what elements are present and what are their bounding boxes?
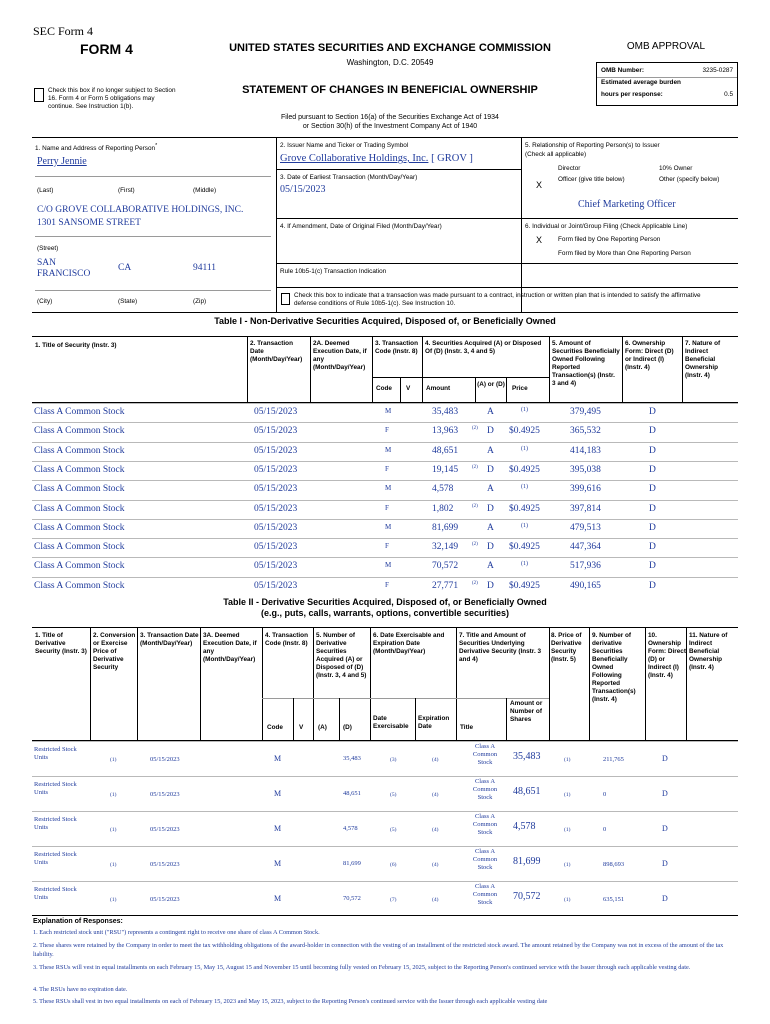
officer-mark[interactable]: X — [536, 180, 543, 190]
drow-form: D — [662, 754, 668, 763]
drow-expiration: (4) — [432, 897, 439, 903]
row-aord: A — [487, 484, 494, 495]
row-form: D — [649, 580, 656, 591]
row-amount: 4,578 — [432, 484, 454, 495]
drow-price: (1) — [564, 897, 571, 903]
rule10b5-label: Rule 10b5-1(c) Transaction Indication — [280, 268, 387, 275]
drow-code: M — [274, 859, 282, 868]
t1-h2: 2. Transaction Date (Month/Day/Year) — [250, 340, 303, 363]
row-title: Class A Common Stock — [34, 426, 125, 437]
drow-conv: (1) — [110, 862, 117, 868]
row-code: M — [385, 561, 392, 570]
drow-date: 05/15/2023 — [150, 791, 180, 798]
drow-owned: 635,151 — [603, 896, 625, 903]
footnote-3: 3. These RSUs will vest in equal installments on each February 15, May 15, August 15 and November 15 until becoming fully vested on February 15, 2025, subject to the Reporting Person's continued service with the Issuer through each applicable vesting date. — [33, 964, 691, 971]
row-date: 05/15/2023 — [254, 426, 298, 437]
t2-sub-a: (A) — [318, 724, 327, 731]
box3-label: 3. Date of Earliest Transaction (Month/Day/Year) — [280, 174, 418, 181]
row-form: D — [649, 426, 656, 437]
city-value: SAN FRANCISCO — [37, 258, 91, 279]
officer-title: Chief Marketing Officer — [578, 199, 676, 210]
table1-row — [32, 461, 738, 481]
row-title: Class A Common Stock — [34, 464, 125, 475]
drow-ul-title: Class A Common Stock — [472, 848, 498, 871]
t2-h3a: 3A. Deemed Execution Date, if any (Month/Day/Year) — [203, 632, 257, 663]
t1-sub-aord: (A) or (D) — [477, 381, 505, 388]
t1-h3: 3. Transaction Code (Instr. 8) — [375, 340, 418, 355]
drow-date: 05/15/2023 — [150, 826, 180, 833]
row-owned: 490,165 — [570, 580, 601, 591]
reporting-person-name[interactable]: Perry Jennie — [37, 156, 87, 167]
zip-label: (Zip) — [193, 298, 207, 305]
t2-h9: 9. Number of derivative Securities Beneficially Owned Following Reported Transaction(s) (Instr. 4) — [592, 632, 636, 703]
footnote-1: 1. Each restricted stock unit ("RSU") represents a contingent right to receive one share of class A Common Stock. — [33, 929, 320, 936]
row-owned: 399,616 — [570, 484, 601, 495]
other-label: Other (specify below) — [659, 176, 720, 183]
row-aord: D — [487, 542, 494, 553]
row-title: Class A Common Stock — [34, 484, 125, 495]
row-owned: 517,936 — [570, 561, 601, 572]
drow-code: M — [274, 789, 282, 798]
row-code: F — [385, 426, 389, 435]
row-form: D — [649, 464, 656, 475]
state-label: (State) — [118, 298, 138, 305]
row-amount: 81,699 — [432, 522, 459, 533]
omb-number-label: OMB Number: — [601, 67, 644, 74]
drow-code: M — [274, 894, 282, 903]
table2-title: Table II - Derivative Securities Acquired, Disposed of, or Beneficially Owned (e.g., puts, calls, warrants, options, convertible securities) — [223, 597, 547, 618]
ten-percent-label: 10% Owner — [659, 165, 693, 172]
drow-expiration: (4) — [432, 827, 439, 833]
row-aord: D — [487, 464, 494, 475]
filed-line-1: Filed pursuant to Section 16(a) of the Securities Exchange Act of 1934 — [281, 114, 499, 121]
drow-ul-title: Class A Common Stock — [472, 778, 498, 801]
footnote-2: 2. These shares were retained by the Company in order to meet the tax withholding obligations of the award-holder in connection with the vesting of an installment of the restricted stock award. The amount retained by the Company was not in excess of the amount of the tax liability. — [33, 942, 724, 958]
drow-d: 35,483 — [343, 755, 361, 762]
t2-h3: 3. Transaction Date (Month/Day/Year) — [140, 632, 199, 647]
drow-title: Restricted Stock Units — [34, 816, 77, 831]
drow-conv: (1) — [110, 757, 117, 763]
table1-row — [32, 403, 738, 423]
t2-sub-d: (D) — [343, 724, 352, 731]
drow-exercisable: (3) — [390, 757, 397, 763]
row-code: M — [385, 484, 392, 493]
row-price: (1) — [521, 484, 528, 491]
officer-label: Officer (give title below) — [558, 176, 625, 183]
row-owned: 447,364 — [570, 542, 601, 553]
row-price: (1) — [521, 522, 528, 529]
t1-h5: 5. Amount of Securities Beneficially Owned Following Reported Transaction(s) (Instr. 3 and 4) — [552, 340, 620, 387]
filed-line-2: or Section 30(h) of the Investment Company Act of 1940 — [302, 123, 478, 130]
box5-label-1: 5. Relationship of Reporting Person(s) to Issuer — [525, 142, 660, 149]
street-label: (Street) — [37, 245, 59, 252]
drow-code: M — [274, 824, 282, 833]
statement-title: STATEMENT OF CHANGES IN BENEFICIAL OWNERSHIP — [242, 84, 538, 96]
row-title: Class A Common Stock — [34, 561, 125, 572]
row-code: F — [385, 580, 389, 589]
table1-row — [32, 519, 738, 539]
drow-ul-title: Class A Common Stock — [472, 813, 498, 836]
drow-form: D — [662, 894, 668, 903]
row-date: 05/15/2023 — [254, 407, 298, 417]
footnote-5: 5. These RSUs shall vest in two equal installments on each of February 15, 2023 and May 15, 2023, subject to the Reporting Person's continued service with the Issuer through each applicable vesting date — [33, 998, 548, 1005]
row-form: D — [649, 484, 656, 495]
drow-title: Restricted Stock Units — [34, 746, 77, 761]
table2-row — [32, 881, 738, 918]
t2-h6: 6. Date Exercisable and Expiration Date (Month/Day/Year) — [373, 632, 445, 655]
t1-sub-price: Price — [512, 385, 528, 392]
t1-h6: 6. Ownership Form: Direct (D) or Indirect (I) (Instr. 4) — [625, 340, 674, 371]
row-date: 05/15/2023 — [254, 542, 298, 553]
table2-row — [32, 741, 738, 778]
drow-ul-amount: 48,651 — [513, 786, 541, 797]
burden-label: Estimated average burden — [601, 79, 681, 86]
drow-date: 05/15/2023 — [150, 756, 180, 763]
t2-sub-v: V — [299, 724, 304, 731]
drow-conv: (1) — [110, 792, 117, 798]
t2-h8: 8. Price of Derivative Security (Instr. 5) — [551, 632, 582, 663]
box6-label: 6. Individual or Joint/Group Filing (Check Applicable Line) — [525, 223, 688, 230]
row-aord: A — [487, 561, 494, 572]
corner-label: SEC Form 4 — [33, 24, 94, 38]
row-form: D — [649, 407, 656, 417]
drow-title: Restricted Stock Units — [34, 851, 77, 866]
row-owned: 479,513 — [570, 522, 601, 533]
row-price: (1) — [521, 561, 528, 568]
drow-ul-amount: 70,572 — [513, 891, 541, 902]
section16-checkbox[interactable] — [34, 88, 44, 102]
drow-d: 48,651 — [343, 790, 361, 797]
table1-row — [32, 480, 738, 500]
row-owned: 414,183 — [570, 445, 601, 456]
drow-price: (1) — [564, 757, 571, 763]
row-aord: A — [487, 407, 494, 417]
table1-row — [32, 442, 738, 462]
row-amount: 1,802 — [432, 503, 454, 514]
row-aord: D — [487, 426, 494, 437]
drow-ul-amount: 4,578 — [513, 821, 536, 832]
row-aord: D — [487, 503, 494, 514]
t2-sub-expiration: Expiration Date — [418, 715, 450, 730]
first-label: (First) — [118, 187, 135, 194]
row-amount: 32,149 — [432, 542, 459, 553]
rule10b5-text: Check this box to indicate that a transaction was made pursuant to a contract, instruction or written plan that is intended to satisfy the affirmative defense conditions of Rule 10b5-1(c). See Instruction 10. — [294, 292, 701, 307]
row-code: M — [385, 522, 392, 531]
row-amount-footnote: (2) — [472, 542, 478, 548]
drow-title: Restricted Stock Units — [34, 886, 77, 901]
box1-label: 1. Name and Address of Reporting Person* — [35, 143, 158, 153]
drow-form: D — [662, 789, 668, 798]
row-owned: 379,495 — [570, 407, 601, 417]
row-form: D — [649, 503, 656, 514]
table2-row — [32, 776, 738, 813]
footnote-4: 4. The RSUs have no expiration date. — [33, 986, 128, 993]
t1-h2a: 2A. Deemed Execution Date, if any (Month/Day/Year) — [313, 340, 367, 371]
row-code: F — [385, 503, 389, 512]
drow-date: 05/15/2023 — [150, 861, 180, 868]
omb-approval-title: OMB APPROVAL — [626, 41, 706, 52]
drow-exercisable: (5) — [390, 827, 397, 833]
drow-d: 4,578 — [343, 825, 358, 832]
drow-owned: 0 — [603, 791, 607, 798]
row-form: D — [649, 522, 656, 533]
address-line-1: C/O GROVE COLLABORATIVE HOLDINGS, INC. — [37, 205, 244, 215]
t1-sub-amount: Amount — [426, 385, 451, 392]
drow-expiration: (4) — [432, 792, 439, 798]
row-code: M — [385, 445, 392, 454]
row-date: 05/15/2023 — [254, 484, 298, 495]
form-title: FORM 4 — [80, 41, 133, 57]
city-label: (City) — [37, 298, 53, 305]
table2-row — [32, 846, 738, 883]
row-title: Class A Common Stock — [34, 580, 125, 591]
row-date: 05/15/2023 — [254, 561, 298, 572]
drow-ul-amount: 35,483 — [513, 751, 541, 762]
t2-h2: 2. Conversion or Exercise Price of Derivative Security — [93, 632, 136, 671]
t1-h7: 7. Nature of Indirect Beneficial Ownership (Instr. 4) — [685, 340, 721, 379]
row-date: 05/15/2023 — [254, 464, 298, 475]
box4-label: 4. If Amendment, Date of Original Filed (Month/Day/Year) — [280, 223, 442, 230]
row-code: F — [385, 464, 389, 473]
box2-label: 2. Issuer Name and Ticker or Trading Symbol — [280, 142, 409, 149]
filed-one-person: Form filed by One Reporting Person — [558, 236, 661, 243]
row-aord: D — [487, 580, 494, 591]
t1-sub-code: Code — [376, 385, 392, 392]
table1-row — [32, 538, 738, 558]
agency-name: UNITED STATES SECURITIES AND EXCHANGE COMMISSION — [229, 42, 551, 54]
drow-ul-title: Class A Common Stock — [472, 743, 498, 766]
row-price: $0.4925 — [509, 503, 540, 514]
table1-row — [32, 422, 738, 442]
drow-price: (1) — [564, 827, 571, 833]
drow-expiration: (4) — [432, 757, 439, 763]
row-amount-footnote: (2) — [472, 580, 478, 586]
drow-conv: (1) — [110, 897, 117, 903]
middle-label: (Middle) — [193, 187, 217, 194]
rule10b5-checkbox[interactable] — [281, 293, 290, 305]
t2-sub-amount: Amount or Number of Shares — [510, 700, 543, 723]
omb-box — [596, 62, 738, 106]
drow-owned: 0 — [603, 826, 607, 833]
omb-number-value: 3235-0287 — [702, 67, 733, 74]
row-code: F — [385, 542, 389, 551]
explanation-title: Explanation of Responses: — [33, 918, 123, 925]
row-amount: 19,145 — [432, 464, 459, 475]
row-price: $0.4925 — [509, 426, 540, 437]
t2-sub-code: Code — [267, 724, 283, 731]
row-aord: A — [487, 445, 494, 456]
row-price: (1) — [521, 445, 528, 452]
t1-h4: 4. Securities Acquired (A) or Disposed Of (D) (Instr. 3, 4 and 5) — [425, 340, 542, 355]
row-date: 05/15/2023 — [254, 522, 298, 533]
drow-d: 70,572 — [343, 895, 361, 902]
table1-row — [32, 557, 738, 577]
row-amount: 70,572 — [432, 561, 459, 572]
t2-sub-title: Title — [460, 724, 474, 731]
drow-expiration: (4) — [432, 862, 439, 868]
t2-h5: 5. Number of Derivative Securities Acquired (A) or Disposed of (D) (Instr. 3, 4 and 5) — [316, 632, 367, 679]
drow-price: (1) — [564, 862, 571, 868]
row-owned: 365,532 — [570, 426, 601, 437]
t2-h1: 1. Title of Derivative Security (Instr. 3) — [35, 632, 87, 655]
zip-value: 94111 — [193, 263, 217, 273]
director-label: Director — [558, 165, 581, 172]
row-date: 05/15/2023 — [254, 503, 298, 514]
row-amount: 27,771 — [432, 580, 459, 591]
row-form: D — [649, 542, 656, 553]
t2-sub-exercisable: Date Exercisable — [373, 715, 409, 730]
t2-h10: 10. Ownership Form: Direct (D) or Indirect (I) (Instr. 4) — [648, 632, 686, 679]
row-owned: 397,814 — [570, 503, 601, 514]
table2-row — [32, 811, 738, 848]
drow-code: M — [274, 754, 282, 763]
t2-h11: 11. Nature of Indirect Beneficial Ownership (Instr. 4) — [689, 632, 728, 671]
row-amount: 13,963 — [432, 426, 459, 437]
row-title: Class A Common Stock — [34, 542, 125, 553]
drow-exercisable: (5) — [390, 792, 397, 798]
earliest-transaction-date: 05/15/2023 — [280, 184, 326, 195]
drow-form: D — [662, 859, 668, 868]
drow-title: Restricted Stock Units — [34, 781, 77, 796]
table1-row — [32, 577, 738, 597]
filing-mark[interactable]: X — [536, 235, 543, 245]
row-title: Class A Common Stock — [34, 445, 125, 456]
row-date: 05/15/2023 — [254, 580, 298, 591]
drow-ul-amount: 81,699 — [513, 856, 541, 867]
state-value: CA — [118, 263, 132, 273]
t1-sub-v: V — [406, 385, 411, 392]
drow-exercisable: (7) — [390, 897, 397, 903]
filed-more-persons: Form filed by More than One Reporting Person — [558, 250, 691, 257]
row-price: $0.4925 — [509, 542, 540, 553]
drow-price: (1) — [564, 792, 571, 798]
row-owned: 395,038 — [570, 464, 601, 475]
box5-label-2: (Check all applicable) — [525, 151, 587, 158]
row-price: $0.4925 — [509, 464, 540, 475]
section16-note: Check this box if no longer subject to Section 16. Form 4 or Form 5 obligations may continue. See Instruction 1(b). — [48, 87, 176, 110]
drow-conv: (1) — [110, 827, 117, 833]
row-aord: A — [487, 522, 494, 533]
row-title: Class A Common Stock — [34, 503, 125, 514]
row-amount: 48,651 — [432, 445, 459, 456]
drow-form: D — [662, 824, 668, 833]
row-form: D — [649, 561, 656, 572]
t2-h7: 7. Title and Amount of Securities Underlying Derivative Security (Instr. 3 and 4) — [459, 632, 542, 663]
last-label: (Last) — [37, 187, 54, 194]
row-code: M — [385, 407, 392, 415]
address-line-2: 1301 SANSOME STREET — [37, 218, 141, 228]
drow-owned: 898,693 — [603, 861, 625, 868]
agency-city: Washington, D.C. 20549 — [346, 58, 434, 67]
issuer-name[interactable]: Grove Collaborative Holdings, Inc. [ GROV ] — [280, 153, 473, 164]
row-form: D — [649, 445, 656, 456]
hours-value: 0.5 — [724, 91, 733, 98]
row-title: Class A Common Stock — [34, 522, 125, 533]
drow-ul-title: Class A Common Stock — [472, 883, 498, 906]
drow-exercisable: (6) — [390, 862, 397, 868]
table1-title: Table I - Non-Derivative Securities Acquired, Disposed of, or Beneficially Owned — [214, 316, 556, 326]
row-date: 05/15/2023 — [254, 445, 298, 456]
row-amount-footnote: (2) — [472, 503, 478, 509]
row-amount-footnote: (2) — [472, 426, 478, 432]
row-amount: 35,483 — [432, 407, 459, 417]
t1-h1: 1. Title of Security (Instr. 3) — [35, 342, 117, 349]
hours-label: hours per response: — [601, 91, 663, 98]
row-title: Class A Common Stock — [34, 407, 125, 417]
row-price: (1) — [521, 407, 528, 413]
row-amount-footnote: (2) — [472, 464, 478, 470]
t2-h4: 4. Transaction Code (Instr. 8) — [265, 632, 308, 647]
drow-owned: 211,765 — [603, 756, 624, 763]
drow-date: 05/15/2023 — [150, 896, 180, 903]
drow-d: 81,699 — [343, 860, 361, 867]
row-price: $0.4925 — [509, 580, 540, 591]
table1-row — [32, 500, 738, 520]
